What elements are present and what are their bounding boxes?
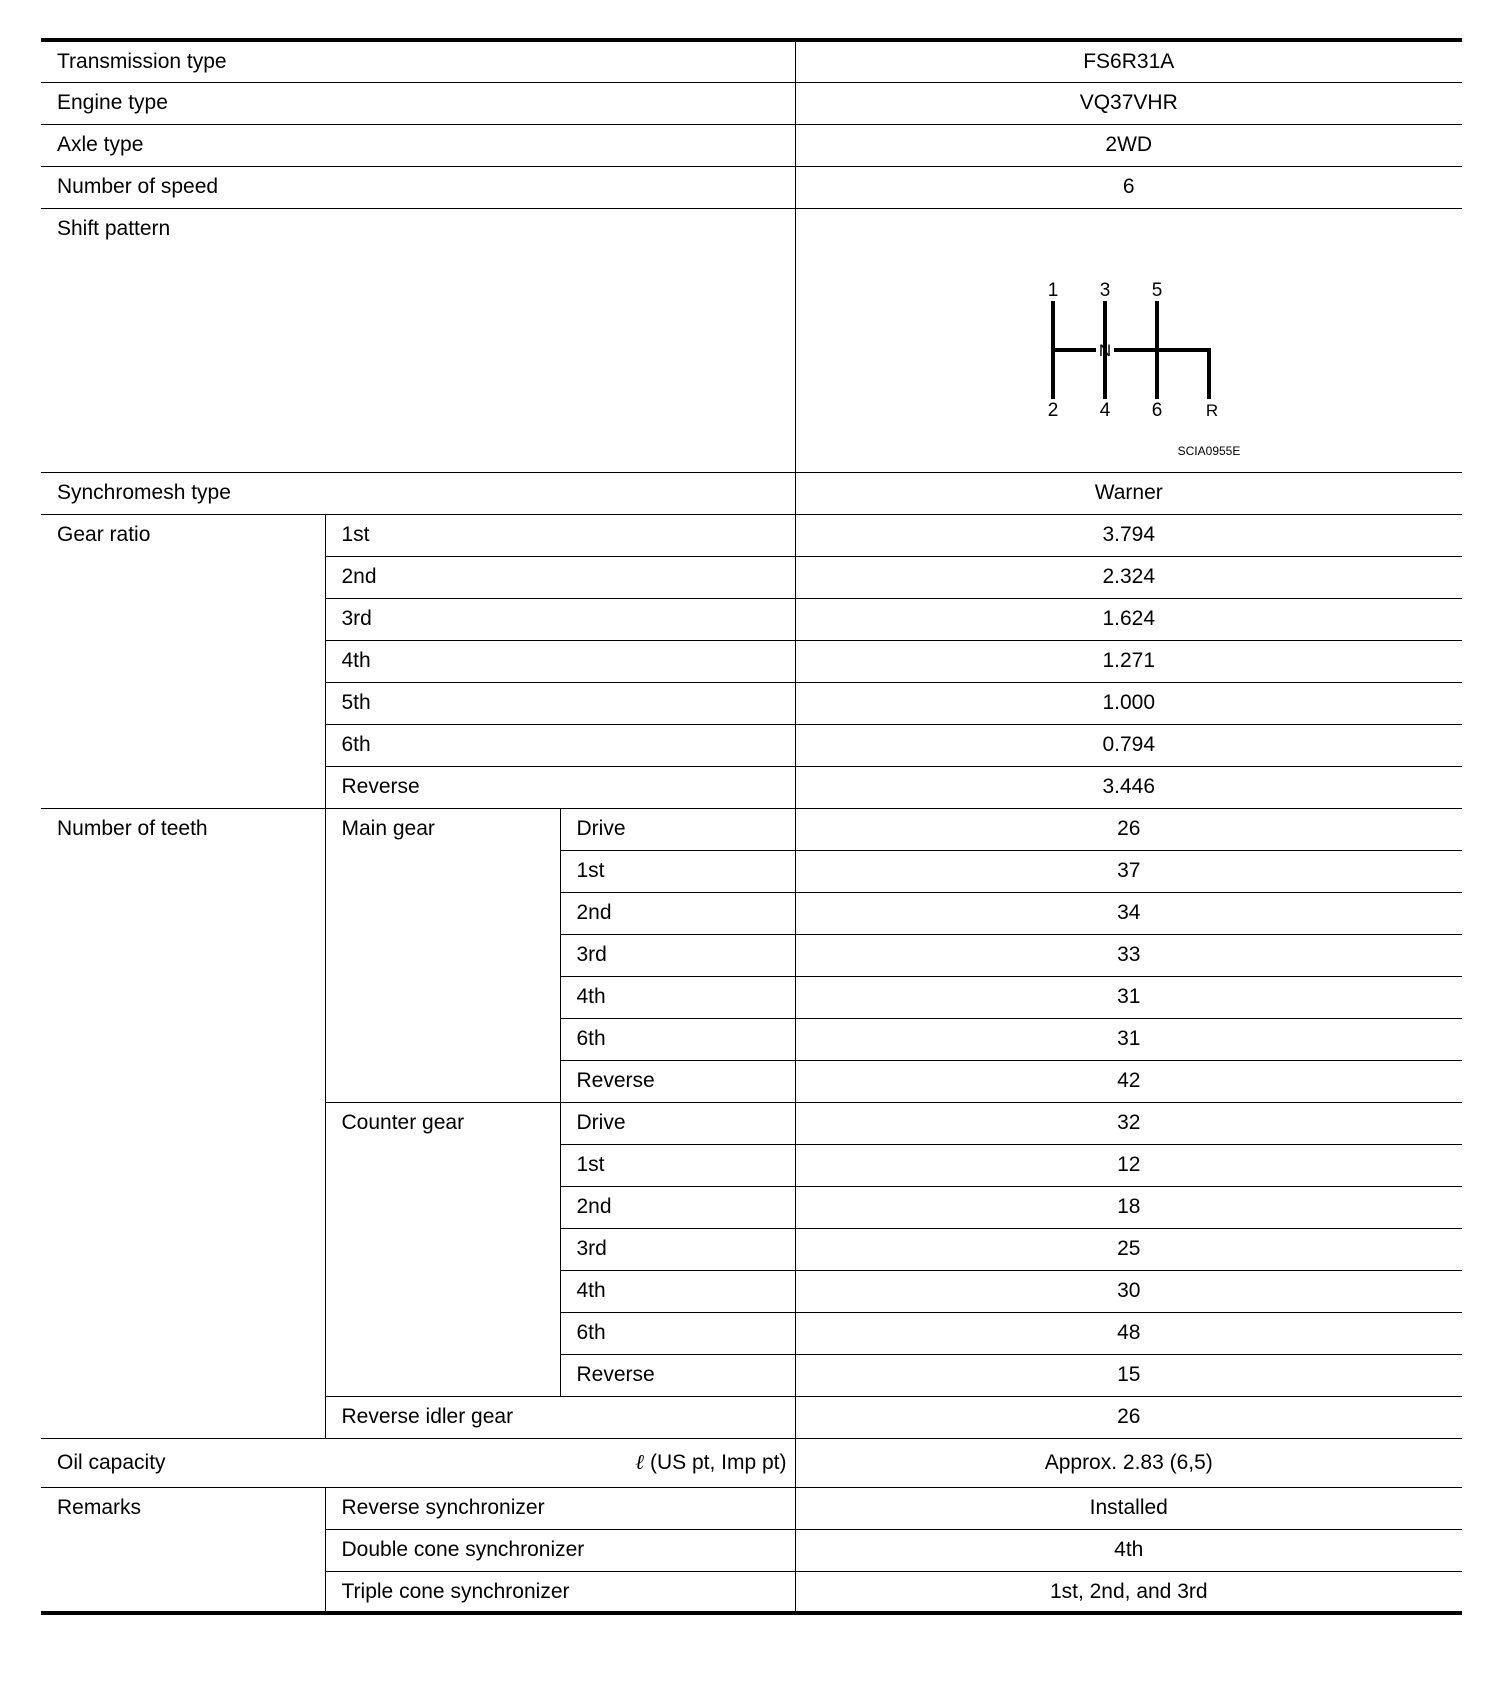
remarks-item: Triple cone synchronizer bbox=[325, 1571, 795, 1613]
liter-symbol: ℓ bbox=[635, 1449, 644, 1474]
teeth-gear: Drive bbox=[560, 1102, 795, 1144]
label-synchromesh-type: Synchromesh type bbox=[41, 472, 795, 514]
teeth-value: 25 bbox=[795, 1228, 1462, 1270]
shift-label-reverse: R bbox=[1205, 400, 1218, 420]
gear-ratio-gear: 3rd bbox=[325, 598, 795, 640]
shift-label-neutral: N bbox=[1098, 340, 1111, 360]
label-number-of-speed: Number of speed bbox=[41, 166, 795, 208]
teeth-value: 48 bbox=[795, 1312, 1462, 1354]
figure-code: SCIA0955E bbox=[1177, 443, 1240, 458]
shift-label-4: 4 bbox=[1099, 399, 1110, 421]
gear-ratio-value: 0.794 bbox=[795, 724, 1462, 766]
gear-ratio-gear: 2nd bbox=[325, 556, 795, 598]
shift-label-5: 5 bbox=[1151, 279, 1162, 301]
teeth-value: 32 bbox=[795, 1102, 1462, 1144]
teeth-gear: Reverse bbox=[560, 1060, 795, 1102]
shift-label-1: 1 bbox=[1047, 279, 1058, 301]
gear-ratio-gear: 5th bbox=[325, 682, 795, 724]
label-engine-type: Engine type bbox=[41, 82, 795, 124]
label-shift-pattern: Shift pattern bbox=[41, 208, 795, 472]
teeth-value: 18 bbox=[795, 1186, 1462, 1228]
remarks-row bbox=[41, 1487, 1462, 1529]
transmission-spec-table bbox=[41, 38, 1462, 1615]
gear-ratio-gear: 6th bbox=[325, 724, 795, 766]
row-axle-type bbox=[41, 124, 1462, 166]
row-synchromesh-type bbox=[41, 472, 1462, 514]
gear-ratio-value: 3.794 bbox=[795, 514, 1462, 556]
value-synchromesh-type: Warner bbox=[795, 472, 1462, 514]
shift-label-2: 2 bbox=[1047, 399, 1058, 421]
teeth-gear: 1st bbox=[560, 1144, 795, 1186]
value-engine-type: VQ37VHR bbox=[795, 82, 1462, 124]
value-number-of-speed: 6 bbox=[795, 166, 1462, 208]
oil-capacity-unit-cell bbox=[325, 1438, 795, 1487]
row-oil-capacity bbox=[41, 1438, 1462, 1487]
value-reverse-idler-gear: 26 bbox=[795, 1396, 1462, 1438]
gear-ratio-row bbox=[41, 514, 1462, 556]
oil-capacity-unit: (US pt, Imp pt) bbox=[649, 1450, 787, 1474]
teeth-gear: 1st bbox=[560, 850, 795, 892]
teeth-value: 26 bbox=[795, 808, 1462, 850]
teeth-value: 34 bbox=[795, 892, 1462, 934]
teeth-gear: 4th bbox=[560, 976, 795, 1018]
label-reverse-idler-gear: Reverse idler gear bbox=[325, 1396, 795, 1438]
remarks-value: Installed bbox=[795, 1487, 1462, 1529]
teeth-value: 12 bbox=[795, 1144, 1462, 1186]
remarks-value: 1st, 2nd, and 3rd bbox=[795, 1571, 1462, 1613]
value-transmission-type: FS6R31A bbox=[795, 40, 1462, 82]
teeth-value: 42 bbox=[795, 1060, 1462, 1102]
gear-ratio-value: 2.324 bbox=[795, 556, 1462, 598]
value-oil-capacity: Approx. 2.83 (6,5) bbox=[795, 1438, 1462, 1487]
row-transmission-type bbox=[41, 40, 1462, 82]
teeth-gear: 2nd bbox=[560, 1186, 795, 1228]
remarks-item: Double cone synchronizer bbox=[325, 1529, 795, 1571]
label-oil-capacity: Oil capacity bbox=[41, 1438, 325, 1487]
teeth-gear: 3rd bbox=[560, 1228, 795, 1270]
teeth-gear: Reverse bbox=[560, 1354, 795, 1396]
gear-ratio-value: 1.000 bbox=[795, 682, 1462, 724]
teeth-gear: 2nd bbox=[560, 892, 795, 934]
shift-pattern-diagram-cell bbox=[795, 208, 1462, 472]
row-shift-pattern bbox=[41, 208, 1462, 472]
gear-ratio-gear: Reverse bbox=[325, 766, 795, 808]
teeth-value: 33 bbox=[795, 934, 1462, 976]
teeth-value: 37 bbox=[795, 850, 1462, 892]
teeth-value: 31 bbox=[795, 1018, 1462, 1060]
label-remarks: Remarks bbox=[41, 1487, 325, 1613]
gear-ratio-gear: 4th bbox=[325, 640, 795, 682]
remarks-value: 4th bbox=[795, 1529, 1462, 1571]
gear-ratio-value: 3.446 bbox=[795, 766, 1462, 808]
row-number-of-speed bbox=[41, 166, 1462, 208]
shift-label-6: 6 bbox=[1151, 399, 1162, 421]
teeth-gear: 6th bbox=[560, 1018, 795, 1060]
remarks-item: Reverse synchronizer bbox=[325, 1487, 795, 1529]
teeth-value: 31 bbox=[795, 976, 1462, 1018]
label-gear-ratio: Gear ratio bbox=[41, 514, 325, 808]
teeth-gear: 3rd bbox=[560, 934, 795, 976]
value-axle-type: 2WD bbox=[795, 124, 1462, 166]
teeth-gear: 4th bbox=[560, 1270, 795, 1312]
label-number-of-teeth: Number of teeth bbox=[41, 808, 325, 1438]
gear-ratio-gear: 1st bbox=[325, 514, 795, 556]
teeth-value: 30 bbox=[795, 1270, 1462, 1312]
shift-label-3: 3 bbox=[1099, 279, 1110, 301]
teeth-gear: 6th bbox=[560, 1312, 795, 1354]
teeth-value: 15 bbox=[795, 1354, 1462, 1396]
gear-ratio-value: 1.271 bbox=[795, 640, 1462, 682]
row-engine-type bbox=[41, 82, 1462, 124]
teeth-gear: Drive bbox=[560, 808, 795, 850]
teeth-main-row bbox=[41, 808, 1462, 850]
label-axle-type: Axle type bbox=[41, 124, 795, 166]
gear-ratio-value: 1.624 bbox=[795, 598, 1462, 640]
label-main-gear: Main gear bbox=[325, 808, 560, 1102]
shift-pattern-diagram bbox=[796, 209, 1463, 473]
label-counter-gear: Counter gear bbox=[325, 1102, 560, 1396]
label-transmission-type: Transmission type bbox=[41, 40, 795, 82]
